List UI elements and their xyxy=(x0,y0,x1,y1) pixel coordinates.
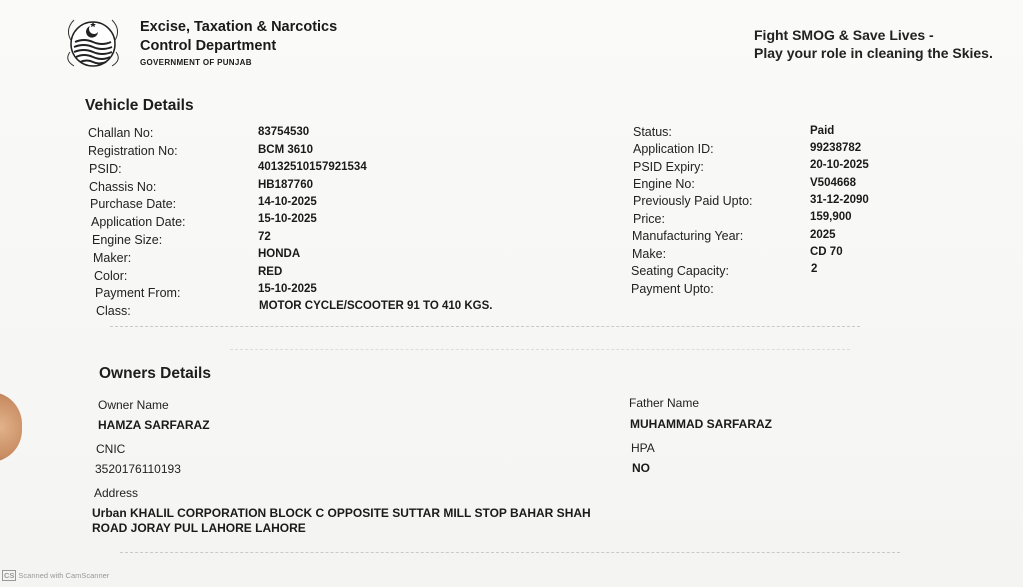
scanner-logo-icon: CS xyxy=(4,571,15,580)
hpa-label: HPA xyxy=(631,441,655,455)
address-label: Address xyxy=(94,486,139,500)
hpa-value: NO xyxy=(632,461,650,475)
previously-paid-upto-value: 31-12-2090 xyxy=(810,194,869,206)
challan-no-label: Challan No: xyxy=(88,126,154,140)
application-id-label: Application ID: xyxy=(633,142,714,156)
punjab-government-logo xyxy=(60,12,126,72)
psid-expiry-label: PSID Expiry: xyxy=(633,160,704,174)
smog-slogan xyxy=(754,26,993,62)
status-value: Paid xyxy=(810,125,835,137)
class-value: MOTOR CYCLE/SCOOTER 91 TO 410 KGS. xyxy=(259,300,493,312)
payment-from-label: Payment From: xyxy=(95,286,181,300)
challan-no-value: 83754530 xyxy=(258,126,310,138)
owner-name-label: Owner Name xyxy=(98,398,169,412)
scanner-text: Scanned with CamScanner xyxy=(18,571,110,580)
application-id-value: 99238782 xyxy=(810,142,862,154)
manufacturing-year-value: 2025 xyxy=(810,229,836,241)
father-name-label: Father Name xyxy=(629,396,700,410)
psid-expiry-value: 20-10-2025 xyxy=(810,159,869,171)
seating-capacity-value: 2 xyxy=(811,263,818,275)
engine-size-label: Engine Size: xyxy=(92,233,163,247)
purchase-date-value: 14-10-2025 xyxy=(258,196,317,208)
psid-value: 40132510157921534 xyxy=(258,161,367,173)
owners-details-title: Owners Details xyxy=(99,365,211,382)
class-label: Class: xyxy=(96,304,131,318)
status-label: Status: xyxy=(633,125,672,139)
thumb-photo-artifact xyxy=(0,392,22,462)
seating-capacity-label: Seating Capacity: xyxy=(631,264,729,278)
previously-paid-upto-label: Previously Paid Upto: xyxy=(633,194,753,208)
father-name-value: MUHAMMAD SARFARAZ xyxy=(630,417,772,431)
psid-label: PSID: xyxy=(89,162,122,176)
chassis-no-value: HB187760 xyxy=(258,179,313,191)
make-label: Make: xyxy=(632,247,667,261)
bottom-divider xyxy=(120,552,900,553)
engine-no-value: V504668 xyxy=(810,177,857,189)
manufacturing-year-label: Manufacturing Year: xyxy=(632,229,744,243)
maker-value: HONDA xyxy=(258,248,301,260)
owner-name-value: HAMZA SARFARAZ xyxy=(98,418,210,432)
engine-no-label: Engine No: xyxy=(633,177,695,191)
payment-upto-label: Payment Upto: xyxy=(631,282,714,296)
make-value: CD 70 xyxy=(810,246,843,258)
address-line1: Urban KHALIL CORPORATION BLOCK C OPPOSITE SUTTAR MILL STOP BAHAR SHAH xyxy=(92,506,591,520)
price-value: 159,900 xyxy=(810,211,852,223)
address-line2: ROAD JORAY PUL LAHORE LAHORE xyxy=(92,521,306,535)
registration-no-label: Registration No: xyxy=(88,144,178,158)
cnic-value: 3520176110193 xyxy=(95,462,181,476)
department-name-line1: Excise, Taxation & Narcotics xyxy=(140,19,338,35)
section-divider-faint xyxy=(230,349,850,350)
section-divider xyxy=(110,326,860,327)
department-name-line2: Control Department xyxy=(140,38,277,54)
purchase-date-label: Purchase Date: xyxy=(90,197,177,211)
scanner-watermark xyxy=(2,570,109,581)
government-name: GOVERNMENT OF PUNJAB xyxy=(140,58,252,67)
department-header xyxy=(140,18,337,67)
vehicle-details-title: Vehicle Details xyxy=(85,97,194,114)
color-value: RED xyxy=(258,266,283,278)
application-date-label: Application Date: xyxy=(91,215,186,229)
price-label: Price: xyxy=(633,212,665,226)
maker-label: Maker: xyxy=(93,251,132,265)
registration-no-value: BCM 3610 xyxy=(258,144,313,156)
cnic-label: CNIC xyxy=(96,442,126,456)
color-label: Color: xyxy=(94,269,128,283)
slogan-line1: Fight SMOG & Save Lives - xyxy=(754,27,934,43)
chassis-no-label: Chassis No: xyxy=(89,180,157,194)
engine-size-value: 72 xyxy=(258,231,271,243)
slogan-line2: Play your role in cleaning the Skies. xyxy=(754,45,993,61)
payment-from-value: 15-10-2025 xyxy=(258,283,317,295)
application-date-value: 15-10-2025 xyxy=(258,213,317,225)
